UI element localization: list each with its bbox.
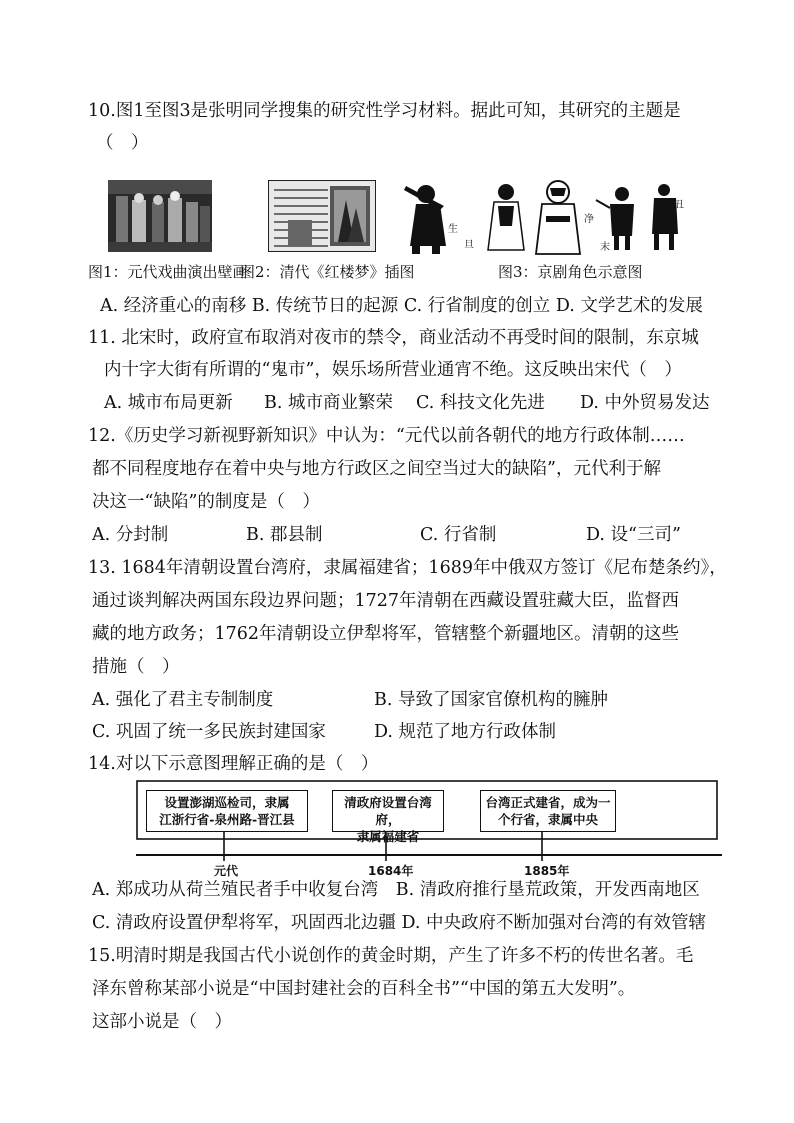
q15-stem-line2: 泽东曾称某部小说是“中国封建社会的百科全书”“中国的第五大发明”。 (92, 979, 636, 999)
timeline-box-1885-line1: 台湾正式建省，成为一 (485, 795, 611, 810)
figure-2-illustration-image (268, 180, 376, 252)
timeline-label-yuan: 元代 (214, 864, 239, 878)
q12-option-c: C. 行省制 (420, 525, 497, 545)
q14-stem: 14.对以下示意图理解正确的是（ ） (88, 754, 379, 774)
figure-3-label-jing: 净 (584, 214, 594, 225)
q13-option-c: C. 巩固了统一多民族封建国家 (92, 722, 326, 742)
q12-stem-line3: 决这一“缺陷”的制度是（ ） (92, 492, 320, 512)
figure-3-opera-roles-image (396, 176, 686, 258)
q13-stem-line3: 藏的地方政务；1762年清朝设立伊犁将军，管辖整个新疆地区。清朝的这些 (92, 624, 680, 644)
q11-option-c: C. 科技文化先进 (416, 393, 545, 413)
q10-stem-line2: （ ） (96, 133, 149, 153)
timeline-box-1885 (480, 790, 616, 832)
q13-option-b: B. 导致了国家官僚机构的臃肿 (374, 690, 608, 710)
q10-stem-line1: 10.图1至图3是张明同学搜集的研究性学习材料。据此可知，其研究的主题是 (88, 101, 681, 121)
q13-stem-line2: 通过谈判解决两国东段边界问题；1727年清朝在西藏设置驻藏大臣，监督西 (92, 591, 680, 611)
q11-option-a: A. 城市布局更新 (104, 393, 233, 413)
timeline-box-1885-line2: 个行省，隶属中央 (497, 812, 598, 827)
timeline-box-1684-line1: 清政府设置台湾府， (344, 795, 432, 827)
q12-option-d: D. 设“三司” (586, 525, 681, 545)
q13-option-a: A. 强化了君主专制制度 (92, 690, 274, 710)
figure-1-caption: 图1：元代戏曲演出壁画 (88, 263, 248, 281)
q11-option-b: B. 城市商业繁荣 (264, 393, 393, 413)
figure-3-label-mo: 末 (600, 242, 610, 253)
q15-stem-line1: 15.明清时期是我国古代小说创作的黄金时期，产生了许多不朽的传世名著。毛 (88, 946, 694, 966)
q15-stem-line3: 这部小说是（ ） (92, 1012, 232, 1032)
timeline-box-yuan (146, 790, 308, 832)
q11-stem-line1: 11. 北宋时，政府宣布取消对夜市的禁令，商业活动不再受时间的限制，东京城 (88, 328, 699, 348)
timeline-box-yuan-line2: 江浙行省-泉州路-晋江县 (159, 812, 295, 827)
q11-stem-line2: 内十字大街有所谓的“鬼市”，娱乐场所营业通宵不绝。这反映出宋代（ ） (104, 360, 682, 380)
q13-option-d: D. 规范了地方行政体制 (374, 722, 557, 742)
figure-3-label-chou: 丑 (674, 200, 684, 211)
timeline-label-1684: 1684年 (368, 864, 414, 878)
q14-timeline-diagram (136, 780, 726, 880)
figure-3-caption: 图3：京剧角色示意图 (498, 263, 643, 281)
timeline-label-1885: 1885年 (524, 864, 570, 878)
q12-stem-line2: 都不同程度地存在着中央与地方行政区之间空当过大的缺陷”，元代利于解 (92, 459, 661, 479)
timeline-box-1684-line2: 隶属福建省 (356, 829, 420, 844)
q14-options-line2: C. 清政府设置伊犁将军，巩固西北边疆 D. 中央政府不断加强对台湾的有效管辖 (92, 913, 706, 933)
q13-stem-line4: 措施（ ） (92, 657, 180, 677)
timeline-box-1684 (332, 790, 444, 844)
q12-option-a: A. 分封制 (92, 525, 169, 545)
q14-options-line1: A. 郑成功从荷兰殖民者手中收复台湾 B. 清政府推行垦荒政策，开发西南地区 (92, 880, 700, 900)
q12-option-b: B. 郡县制 (246, 525, 323, 545)
figure-3-label-dan: 旦 (464, 240, 474, 251)
timeline-box-yuan-line1: 设置澎湖巡检司，隶属 (164, 795, 290, 810)
figure-3-label-sheng: 生 (448, 224, 458, 235)
q11-option-d: D. 中外贸易发达 (580, 393, 710, 413)
figure-2-caption: 图2：清代《红楼梦》插图 (240, 263, 415, 281)
q13-stem-line1: 13. 1684年清朝设置台湾府，隶属福建省；1689年中俄双方签订《尼布楚条约》， (88, 558, 727, 578)
figure-1-mural-image (108, 180, 212, 252)
q12-stem-line1: 12.《历史学习新视野新知识》中认为：“元代以前各朝代的地方行政体制…… (88, 426, 685, 446)
q10-options: A. 经济重心的南移 B. 传统节日的起源 C. 行省制度的创立 D. 文学艺术的发展 (100, 296, 703, 316)
